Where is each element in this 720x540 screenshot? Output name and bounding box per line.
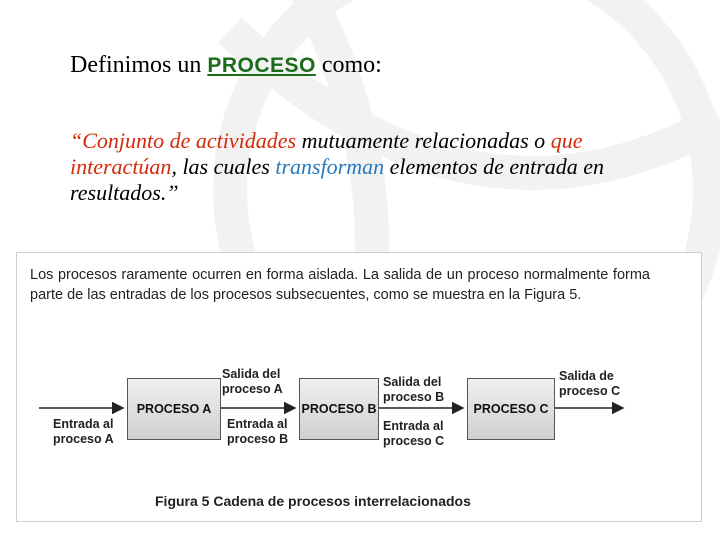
label-salida-b-line1: Salida del bbox=[383, 375, 442, 389]
process-box-c-label: PROCESO C bbox=[473, 402, 549, 416]
figure-caption: Figura 5 Cadena de procesos interrelacionados bbox=[155, 493, 471, 509]
process-chain-figure bbox=[16, 252, 702, 522]
label-entrada-a-line2: proceso A bbox=[53, 432, 114, 446]
process-box-a bbox=[127, 378, 221, 440]
label-salida-c-line1: Salida de bbox=[559, 369, 614, 383]
quote-part-6: elementos de entrada en resultados.” bbox=[70, 154, 605, 205]
definition-quote bbox=[70, 128, 680, 206]
label-entrada-a bbox=[53, 417, 114, 447]
label-salida-a-line1: Salida del bbox=[222, 367, 281, 381]
process-box-b-label: PROCESO B bbox=[301, 402, 377, 416]
quote-part-1: “Conjunto de actividades bbox=[70, 128, 297, 153]
label-salida-a-line2: proceso A bbox=[222, 382, 283, 396]
label-entrada-a-line1: Entrada al bbox=[53, 417, 114, 431]
label-salida-b bbox=[383, 375, 444, 405]
definition-heading bbox=[70, 52, 382, 79]
definition-suffix: como: bbox=[315, 52, 382, 78]
definition-prefix: Definimos un bbox=[70, 52, 208, 78]
quote-part-5: transforman bbox=[275, 154, 385, 179]
label-entrada-b-line1: Entrada al bbox=[227, 417, 288, 431]
label-entrada-c bbox=[383, 419, 444, 449]
label-entrada-c-line2: proceso C bbox=[383, 434, 445, 448]
label-entrada-b-line2: proceso B bbox=[227, 432, 289, 446]
label-salida-c-line2: proceso C bbox=[559, 384, 621, 398]
definition-keyword: PROCESO bbox=[207, 54, 316, 77]
label-salida-a bbox=[222, 367, 283, 397]
label-salida-c bbox=[559, 369, 620, 399]
figure-paragraph: Los procesos raramente ocurren en forma aislada. La salida de un proceso normalmente forma parte de las entradas de los procesos subsecuentes, como se muestra en la Figura 5. bbox=[30, 267, 650, 303]
quote-part-2: mutuamente relacionadas o bbox=[296, 128, 551, 153]
quote-part-3: que interactúan bbox=[70, 128, 583, 179]
process-box-c bbox=[467, 378, 555, 440]
quote-part-4: , las cuales bbox=[171, 154, 276, 179]
label-entrada-c-line1: Entrada al bbox=[383, 419, 444, 433]
label-entrada-b bbox=[227, 417, 288, 447]
label-salida-b-line2: proceso B bbox=[383, 390, 445, 404]
process-box-b bbox=[299, 378, 379, 440]
process-box-a-label: PROCESO A bbox=[136, 402, 212, 416]
